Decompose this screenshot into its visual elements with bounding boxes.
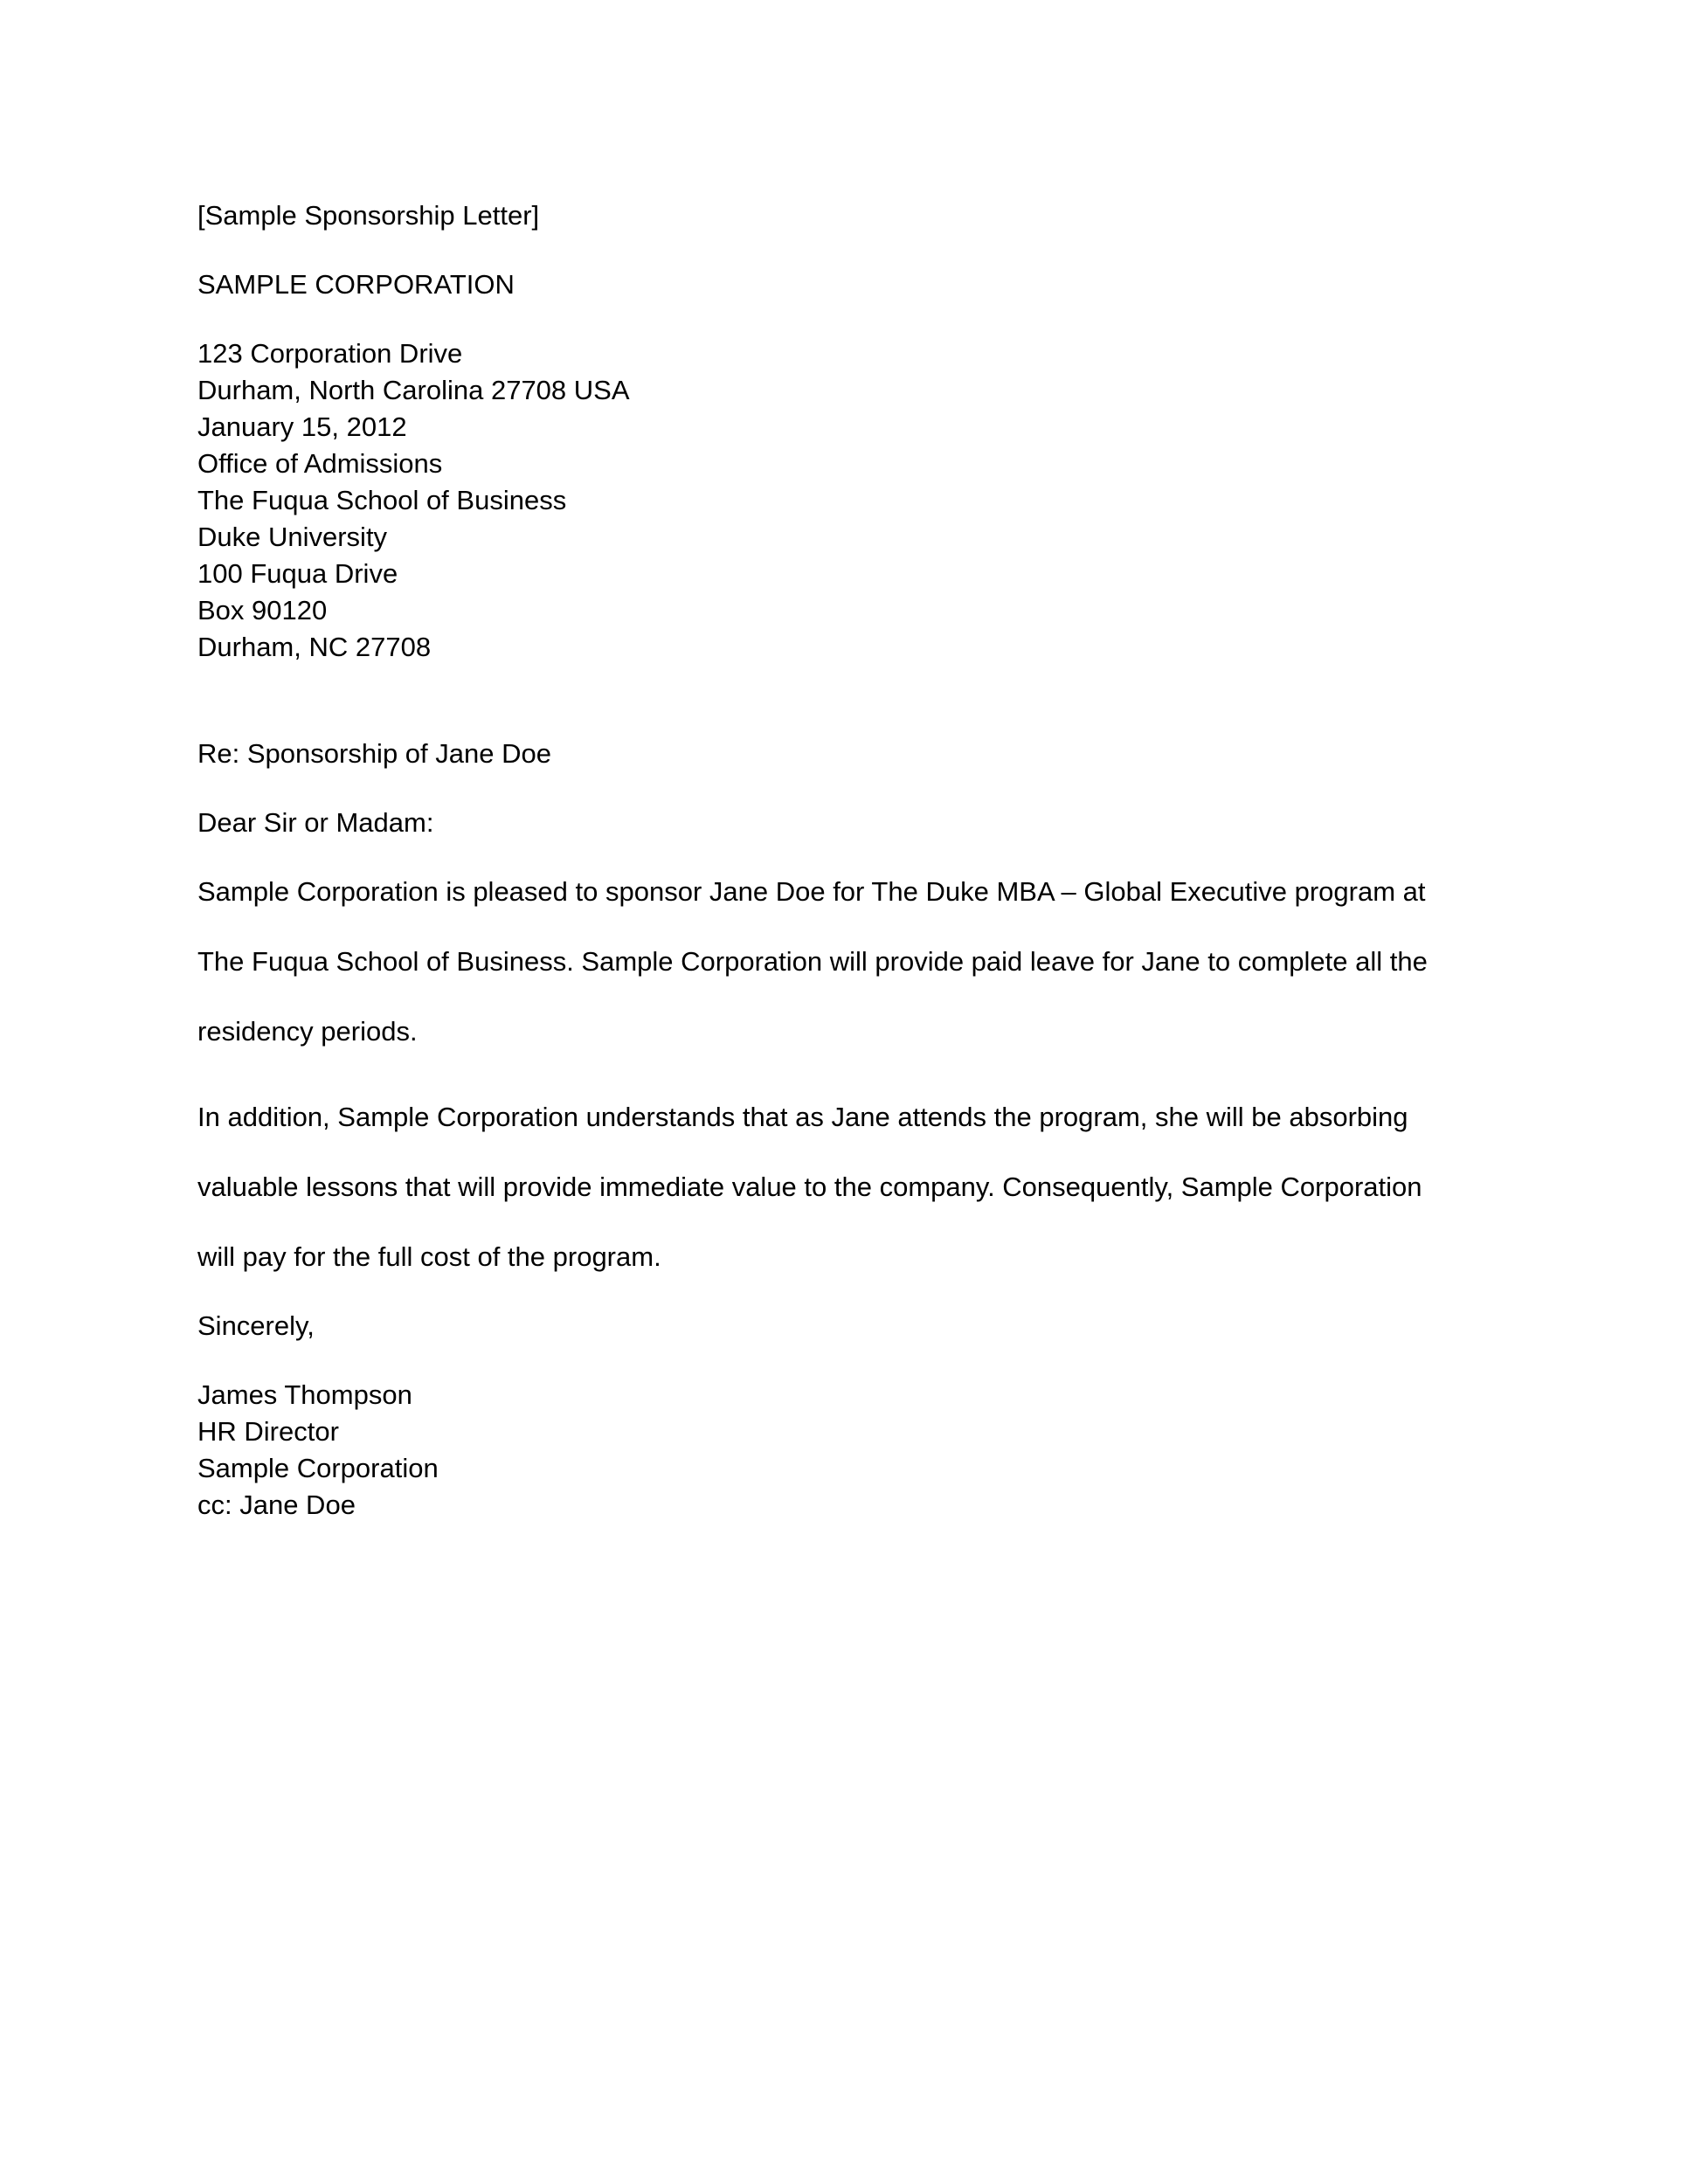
cc-line: cc: Jane Doe: [197, 1489, 356, 1520]
body-line: Sample Corporation is pleased to sponsor Jane Doe for The Duke MBA – Global Executive program at: [197, 876, 1426, 907]
recipient-address-line: Duke University: [197, 522, 388, 552]
sponsorship-letter: [197, 197, 1499, 1524]
closing: Sincerely,: [197, 1310, 315, 1341]
subject-line: Re: Sponsorship of Jane Doe: [197, 738, 551, 769]
recipient-address-line: Durham, NC 27708: [197, 632, 432, 662]
sender-address-line: Durham, North Carolina 27708 USA: [197, 375, 630, 405]
body-line: The Fuqua School of Business. Sample Corporation will provide paid leave for Jane to complete all the: [197, 946, 1428, 977]
recipient-address-line: Office of Admissions: [197, 448, 443, 479]
body-line: residency periods.: [197, 1016, 418, 1047]
company-name: SAMPLE CORPORATION: [197, 269, 515, 300]
letter-label: [Sample Sponsorship Letter]: [197, 200, 540, 231]
letter-date: January 15, 2012: [197, 411, 407, 442]
signer-name: James Thompson: [197, 1379, 412, 1410]
salutation: Dear Sir or Madam:: [197, 807, 434, 838]
body-line: In addition, Sample Corporation understands that as Jane attends the program, she will be absorbing: [197, 1102, 1408, 1132]
recipient-address-line: 100 Fuqua Drive: [197, 558, 398, 589]
body-paragraph-2: [197, 1082, 1499, 1292]
signer-company: Sample Corporation: [197, 1453, 439, 1483]
sender-address-line: 123 Corporation Drive: [197, 338, 463, 369]
sender-block: [197, 335, 1499, 666]
signer-title: HR Director: [197, 1416, 339, 1447]
signature-block: [197, 1377, 1499, 1524]
body-paragraph-1: [197, 857, 1499, 1067]
body-line: valuable lessons that will provide immediate value to the company. Consequently, Sample Corporation: [197, 1171, 1422, 1202]
body-line: will pay for the full cost of the program.: [197, 1241, 661, 1272]
recipient-address-line: The Fuqua School of Business: [197, 485, 567, 515]
recipient-address-line: Box 90120: [197, 595, 328, 625]
